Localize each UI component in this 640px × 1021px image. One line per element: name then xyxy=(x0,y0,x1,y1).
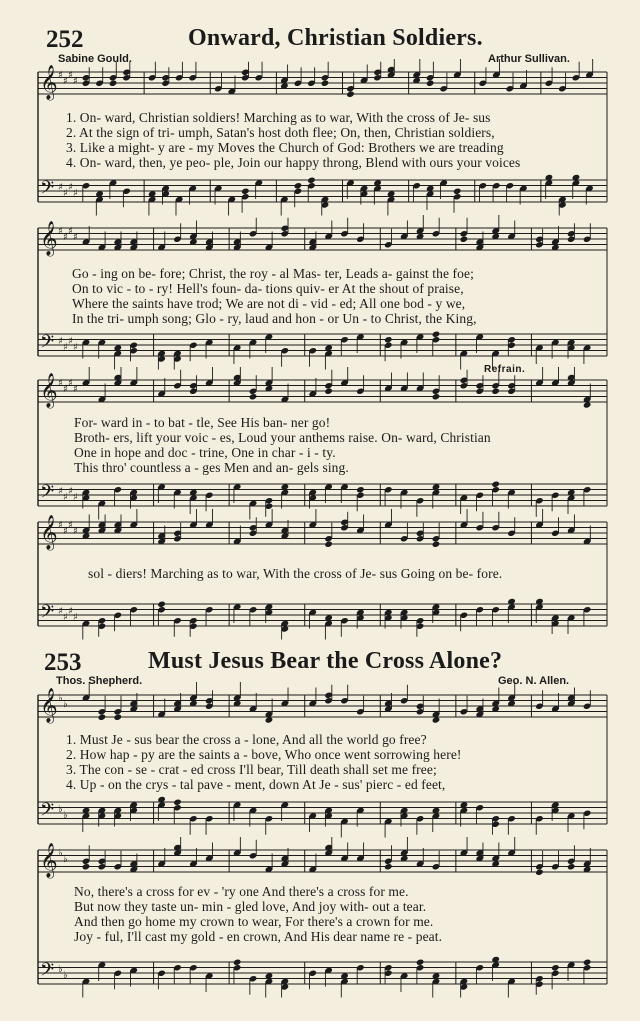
h252-system-3-note-head xyxy=(324,388,333,395)
h252-system-4-treble-clef: 𝄞 xyxy=(40,515,58,550)
h252-system-3-key-sig: ♯ xyxy=(63,492,68,503)
h252-system-2-key-sig: ♯ xyxy=(68,336,73,347)
h252-system-3-note-head xyxy=(491,481,500,488)
h252-system-1-treble-clef: 𝄞 xyxy=(40,65,58,100)
h252-system-2-key-sig: ♯ xyxy=(68,226,73,237)
hymn-252-s3-verse-4: This thro' countless a - ges Men and an- gels sing. xyxy=(74,460,349,475)
h252-system-4-key-sig: ♯ xyxy=(63,612,68,623)
h253-system-1-key-sig: ♭ xyxy=(63,810,68,821)
h252-system-2-bass-clef: 𝄢 xyxy=(40,332,55,357)
hymn-253-s1-verse-4: 4. Up - on the crys - tal pave - ment, down At Je - sus' pierc - ed feet, xyxy=(66,777,446,792)
hymn-253-s2-verse-1: No, there's a cross for ev - 'ry one And there's a cross for me. xyxy=(74,884,409,899)
h252-system-1-note-head xyxy=(241,188,250,195)
h252-system-1-key-sig: ♯ xyxy=(73,188,78,199)
h252-system-1-key-sig: ♯ xyxy=(68,182,73,193)
h252-system-4-key-sig: ♯ xyxy=(63,526,68,537)
h253-system-1-note-head xyxy=(98,714,107,721)
h252-system-3-note-head xyxy=(491,388,500,395)
h252-system-4-note-head xyxy=(432,541,441,548)
h252-system-1-note-head xyxy=(109,80,118,87)
hymn-252-s1-verse-3: 3. Like a might- y are - my Moves the Church of God: Brothers we are treading xyxy=(66,140,504,155)
h252-system-4-key-sig: ♯ xyxy=(58,606,63,617)
h253-system-2-bass-clef: 𝄢 xyxy=(40,960,55,985)
h252-system-4-key-sig: ♯ xyxy=(68,606,73,617)
h252-system-3-bass-clef: 𝄢 xyxy=(40,482,55,507)
h253-system-2-key-sig: ♭ xyxy=(63,970,68,981)
h252-system-1-note-head xyxy=(346,91,355,98)
hymn-253-s2-verse-2: But now they taste un- min - gled love, And joy with- out a tear. xyxy=(74,899,427,914)
hymn-253-s1-verse-1: 1. Must Je - sus bear the cross a - lone, And all the world go free? xyxy=(66,732,427,747)
h252-system-4-note-head xyxy=(157,601,166,608)
hymn-253-author: Thos. Shepherd. xyxy=(56,675,143,687)
h252-system-2-key-sig: ♯ xyxy=(58,336,63,347)
h253-system-2-note-head xyxy=(233,959,242,966)
h253-system-2-treble-clef: 𝄞 xyxy=(40,843,58,878)
h253-system-1-treble-clef: 𝄞 xyxy=(40,688,58,723)
hymn-253-s2-verse-4: Joy - ful, I'll cast my gold - en crown, And His dear name re - peat. xyxy=(74,929,443,944)
h252-system-3-key-sig: ♯ xyxy=(68,486,73,497)
h253-system-2-note-head xyxy=(551,964,560,971)
h252-system-4-key-sig: ♯ xyxy=(73,612,78,623)
h252-system-1-note-head xyxy=(453,188,462,195)
h252-system-3-key-sig: ♯ xyxy=(68,378,73,389)
h252-system-1-key-sig: ♯ xyxy=(68,70,73,81)
hymn-252-title: Onward, Christian Soldiers. xyxy=(188,25,483,51)
h253-system-2-key-sig: ♭ xyxy=(58,964,63,975)
h252-system-1-bass-clef: 𝄢 xyxy=(40,178,55,203)
h252-system-1-key-sig: ♯ xyxy=(63,76,68,87)
h252-system-3-treble-clef: 𝄞 xyxy=(40,373,58,408)
hymn-252-s2-verse-2: On to vic - to - ry! Hell's foun- da- tions quiv- er At the shout of praise, xyxy=(72,281,464,296)
hymn-253-s2-verse-3: And then go home my crown to wear, For there's a crown for me. xyxy=(74,914,434,929)
h252-system-1-key-sig: ♯ xyxy=(58,70,63,81)
hymn-252-number: 252 xyxy=(46,26,84,53)
h253-system-1-key-sig: ♭ xyxy=(58,693,63,704)
h252-system-2-note-head xyxy=(460,236,469,243)
h252-system-2-key-sig: ♯ xyxy=(63,342,68,353)
h253-system-2-key-sig: ♭ xyxy=(63,854,68,865)
hymn-252-s1-verse-2: 2. At the sign of tri- umph, Satan's host doth flee; On, then, Christian soldiers, xyxy=(66,125,495,140)
h252-system-3-key-sig: ♯ xyxy=(73,384,78,395)
h252-system-1-key-sig: ♯ xyxy=(73,76,78,87)
hymn-253-title: Must Jesus Bear the Cross Alone? xyxy=(148,648,503,674)
h252-system-2-key-sig: ♯ xyxy=(63,232,68,243)
hymn-252-s2-verse-1: Go - ing on be- fore; Christ, the roy - al Mas- ter, Leads a- gainst the foe; xyxy=(72,266,474,281)
h253-system-1-bass-clef: 𝄢 xyxy=(40,800,55,825)
h252-system-1-key-sig: ♯ xyxy=(58,182,63,193)
h252-system-4-key-sig: ♯ xyxy=(68,520,73,531)
h252-system-3-key-sig: ♯ xyxy=(73,492,78,503)
h253-system-1-key-sig: ♭ xyxy=(63,699,68,710)
hymn-252-s1-verse-1: 1. On- ward, Christian soldiers! Marching as to war, With the cross of Je- sus xyxy=(66,110,491,125)
h252-system-1-note-head xyxy=(294,182,303,189)
hymn-253-s1-verse-2: 2. How hap - py are the saints a - bove, Who once went sorrowing here! xyxy=(66,747,462,762)
h253-system-1-note-head xyxy=(173,799,182,806)
hymn-252-s2-verse-3: Where the saints have trod; We are not di - vid - ed; All one bod - y we, xyxy=(72,296,466,311)
hymn-252-composer: Arthur Sullivan. xyxy=(488,53,570,65)
h252-system-2-treble-clef: 𝄞 xyxy=(40,221,58,256)
h252-system-1-note-head xyxy=(426,80,435,87)
h252-system-3-note-head xyxy=(356,486,365,493)
h252-system-2-key-sig: ♯ xyxy=(73,232,78,243)
h252-system-2-note-head xyxy=(384,336,393,343)
hymn-253-composer: Geo. N. Allen. xyxy=(498,675,570,687)
hymn-252-s1-verse-4: 4. On- ward, then, ye peo- ple, Join our happy throng, Blend with ours your voices xyxy=(66,155,521,170)
h253-system-2-note-head xyxy=(567,863,576,870)
hymn-253-s1-verse-3: 3. The con - se - crat - ed cross I'll bear, Till death shall set me free; xyxy=(66,762,437,777)
hymn-253-number: 253 xyxy=(44,649,82,676)
h253-system-2-note-head xyxy=(535,869,544,876)
h253-system-2-note-head xyxy=(384,863,393,870)
h253-system-2-note-head xyxy=(583,959,592,966)
h252-system-1-key-sig: ♯ xyxy=(63,188,68,199)
h252-system-4-key-sig: ♯ xyxy=(58,520,63,531)
h252-system-3-note-head xyxy=(432,393,441,400)
hymn-252-s3-verse-1: For- ward in - to bat - tle, See His ban- ner go! xyxy=(74,415,331,430)
hymn-252-s3-verse-3: One in hope and doc - trine, One in char - i - ty. xyxy=(74,445,336,460)
h252-system-2-note-head xyxy=(432,331,441,338)
hymn-252-s2-verse-4: In the tri- umph song; Glo - ry, laud and hon - or Un - to Christ, the King, xyxy=(72,311,477,326)
hymn-252-s4-verse-1: sol - diers! Marching as to war, With the cross of Je- sus Going on be- fore. xyxy=(88,566,503,581)
h252-system-1-note-head xyxy=(321,80,330,87)
h253-system-1-key-sig: ♭ xyxy=(58,804,63,815)
h253-system-1-note-head xyxy=(114,714,123,721)
h252-system-3-key-sig: ♯ xyxy=(63,384,68,395)
h252-system-3-key-sig: ♯ xyxy=(58,378,63,389)
hymn-252-s3-verse-2: Broth- ers, lift your voic - es, Loud your anthems raise. On- ward, Christian xyxy=(74,430,491,445)
h252-system-2-key-sig: ♯ xyxy=(73,342,78,353)
h253-system-2-note-head xyxy=(416,959,425,966)
h252-system-3-key-sig: ♯ xyxy=(58,486,63,497)
h252-system-4-note-head xyxy=(324,541,333,548)
h252-system-2-key-sig: ♯ xyxy=(58,226,63,237)
h253-system-2-key-sig: ♭ xyxy=(58,848,63,859)
hymn-252-author: Sabine Gould. xyxy=(58,53,132,65)
h252-system-3-note-head xyxy=(249,393,258,400)
h253-system-2-note-head xyxy=(82,863,91,870)
h252-system-4-bass-clef: 𝄢 xyxy=(40,602,55,627)
h252-system-4-key-sig: ♯ xyxy=(73,526,78,537)
refrain-label: Refrain. xyxy=(484,364,526,375)
h252-system-1-note-head xyxy=(307,177,316,184)
